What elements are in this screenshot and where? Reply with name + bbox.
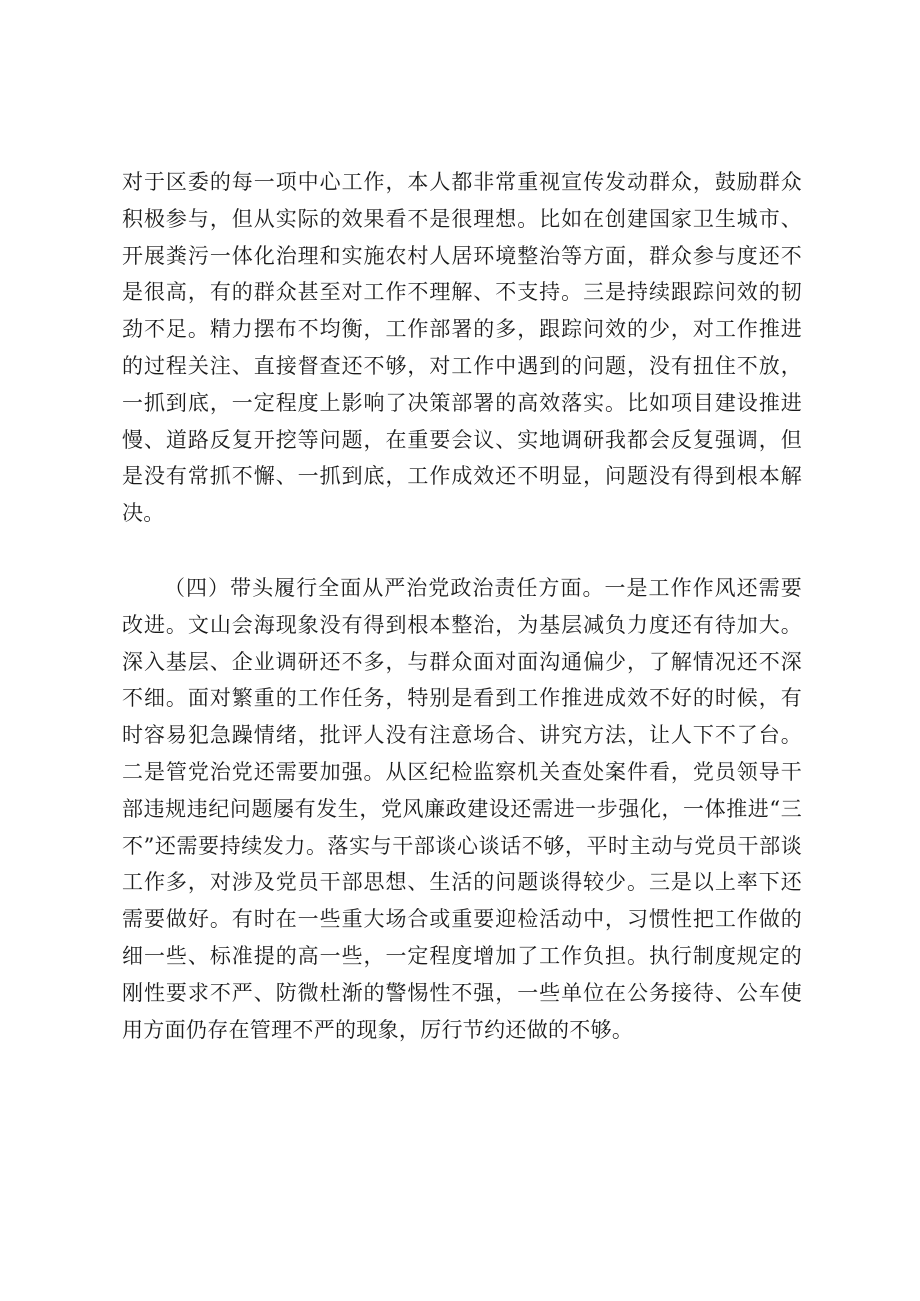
paragraph-continued: 对于区委的每一项中心工作，本人都非常重视宣传发动群众，鼓励群众积极参与，但从实际的效果看不是很理想。比如在创建国家卫生城市、开展粪污一体化治理和实施农村人居环境整治等方面，群众参与度还不是很高，有的群众甚至对工作不理解、不支持。三是持续跟踪问效的韧劲不足。精力摆布不均衡，工作部署的多，跟踪问效的少，对工作推进的过程关注、直接督查还不够，对工作中遇到的问题，没有扭住不放，一抓到底，一定程度上影响了决策部署的高效落实。比如项目建设推进慢、道路反复开挖等问题，在重要会议、实地调研我都会反复强调，但是没有常抓不懈、一抓到底，工作成效还不明显，问题没有得到根本解决。 bbox=[122, 170, 802, 526]
body-text-block bbox=[122, 164, 802, 532]
paragraph-section-four: （四）带头履行全面从严治党政治责任方面。一是工作作风还需要改进。文山会海现象没有得到根本整治，为基层减负力度还有待加大。深入基层、企业调研还不多，与群众面对面沟通偏少，了解情况还不深不细。面对繁重的工作任务，特别是看到工作推进成效不好的时候，有时容易犯急躁情绪，批评人没有注意场合、讲究方法，让人下不了台。二是管党治党还需要加强。从区纪检监察机关查处案件看，党员领导干部违规违纪问题屡有发生，党风廉政建设还需进一步强化，一体推进“三不”还需要持续发力。落实与干部谈心谈话不够，平时主动与党员干部谈工作多，对涉及党员干部思想、生活的问题谈得较少。三是以上率下还需要做好。有时在一些重大场合或重要迎检活动中，习惯性把工作做的细一些、标准提的高一些，一定程度增加了工作负担。执行制度规定的刚性要求不严、防微杜渐的警惕性不强，一些单位在公务接待、公车使用方面仍存在管理不严的现象，厉行节约还做的不够。 bbox=[122, 576, 802, 1042]
section-four-block bbox=[122, 570, 802, 1048]
